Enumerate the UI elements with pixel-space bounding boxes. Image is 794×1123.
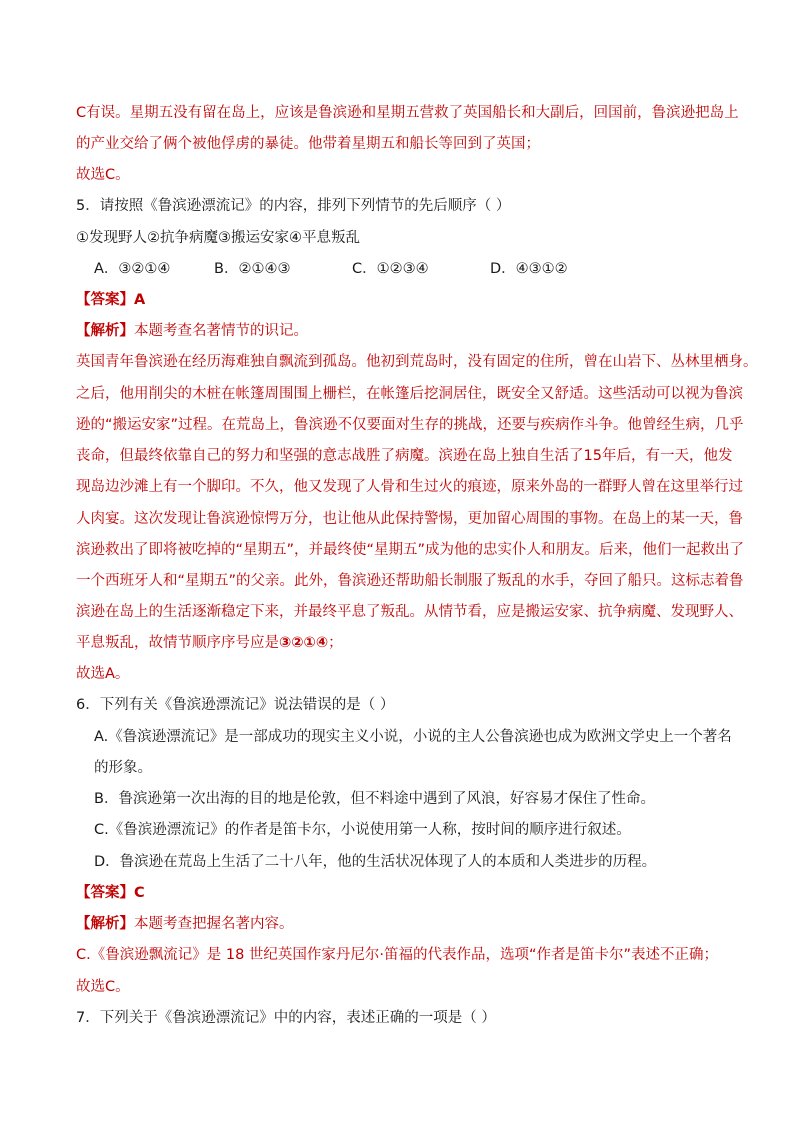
question-5-items: ①发现野人②抗争病魔③搬运安家④平息叛乱 — [76, 230, 360, 246]
option-d: D．④③①② — [490, 261, 568, 277]
analysis-intro: 本题考查名著情节的识记。 — [134, 323, 308, 339]
analysis-intro: 本题考查把握名著内容。 — [134, 916, 294, 932]
option-c: C.《鲁滨逊漂流记》的作者是笛卡尔，小说使用第一人称，按时间的顺序进行叙述。 — [94, 822, 631, 838]
analysis-text-line: 现岛边沙滩上有一个脚印。不久，他又发现了人骨和生过火的痕迹，原来外岛的一群野人曾在这里举行过 — [76, 479, 743, 495]
analysis-text: ； — [328, 635, 343, 651]
answer-label: 【答案】 — [76, 292, 134, 308]
analysis-text-line: 一个西班牙人和“星期五”的父亲。此外，鲁滨逊还帮助船长制服了叛乱的水手，夺回了船只。这标志着鲁 — [76, 573, 744, 589]
analysis-text-line: 之后，他用削尖的木桩在帐篷周围围上栅栏，在帐篷后挖洞居住，既安全又舒适。这些活动可以视为鲁滨 — [76, 386, 743, 402]
analysis-label: 【解析】 — [76, 323, 134, 339]
question-7-stem: 7．下列关于《鲁滨逊漂流记》中的内容，表述正确的一项是（ ） — [76, 1010, 496, 1026]
conclusion-text: 故选C。 — [76, 979, 130, 995]
conclusion-text: 故选A。 — [76, 666, 130, 682]
analysis-text-line: 滨逊在岛上的生活逐渐稳定下来，并最终平息了叛乱。从情节看，应是搬运安家、抗争病魔、发现野人、 — [76, 604, 743, 620]
analysis-text-line — [76, 633, 343, 653]
analysis-text-line: 的产业交给了俩个被他俘虏的暴徒。他带着星期五和船长等回到了英国； — [76, 136, 540, 152]
analysis-text-line: C.《鲁滨逊飘流记》是 18 世纪英国作家丹尼尔·笛福的代表作品，选项“作者是笛卡尔”表述不正确； — [76, 947, 719, 963]
answer-value: A — [134, 292, 146, 308]
analysis-text-line: 滨逊救出了即将被吃掉的“星期五”，并最终使“星期五”成为他的忠实仆人和朋友。后来，他们一起救出了 — [76, 542, 745, 558]
answer-line — [76, 883, 145, 903]
analysis-label: 【解析】 — [76, 916, 134, 932]
conclusion-text: 故选C。 — [76, 167, 130, 183]
analysis-heading — [76, 321, 308, 341]
analysis-text-line: C有误。星期五没有留在岛上，应该是鲁滨逊和星期五营救了英国船长和大副后，回国前，鲁滨逊把岛上 — [76, 105, 739, 121]
answer-value: C — [134, 885, 145, 901]
analysis-text-line: 逊的“搬运安家”过程。在荒岛上，鲁滨逊不仅要面对生存的挑战，还要与疾病作斗争。他曾经生病，几乎 — [76, 417, 744, 433]
option-b: B．鲁滨逊第一次出海的目的地是伦敦，但不料途中遇到了风浪，好容易才保住了性命。 — [94, 791, 655, 807]
analysis-text-line: 人肉宴。这次发现让鲁滨逊惊愕万分，也让他从此保持警惕，更加留心周围的事物。在岛上的某一天，鲁 — [76, 511, 743, 527]
answer-sequence: ③②①④ — [279, 635, 329, 651]
question-6-stem: 6．下列有关《鲁滨逊漂流记》说法错误的是（ ） — [76, 697, 395, 713]
question-5-stem: 5．请按照《鲁滨逊漂流记》的内容，排列下列情节的先后顺序（ ） — [76, 198, 511, 214]
option-d: D．鲁滨逊在荒岛上生活了二十八年，他的生活状况体现了人的本质和人类进步的历程。 — [94, 854, 657, 870]
answer-line — [76, 290, 145, 310]
option-c: C．①②③④ — [352, 261, 429, 277]
analysis-text-line: 英国青年鲁滨逊在经历海难独自飘流到孤岛。他初到荒岛时，没有固定的住所，曾在山岩下、丛林里栖身。 — [76, 354, 758, 370]
option-b: B．②①④③ — [214, 261, 291, 277]
analysis-text-line: 丧命，但最终依靠自己的努力和坚强的意志战胜了病魔。滨逊在岛上独自生活了15年后，有一天，他发 — [76, 448, 733, 464]
analysis-text: 平息叛乱，故情节顺序序号应是 — [76, 635, 279, 651]
option-a-continuation: 的形象。 — [94, 760, 152, 776]
option-a: A.《鲁滨逊漂流记》是一部成功的现实主义小说，小说的主人公鲁滨逊也成为欧洲文学史上一个著名 — [94, 729, 732, 745]
analysis-heading — [76, 914, 294, 934]
option-a: A．③②①④ — [94, 261, 171, 277]
answer-label: 【答案】 — [76, 885, 134, 901]
